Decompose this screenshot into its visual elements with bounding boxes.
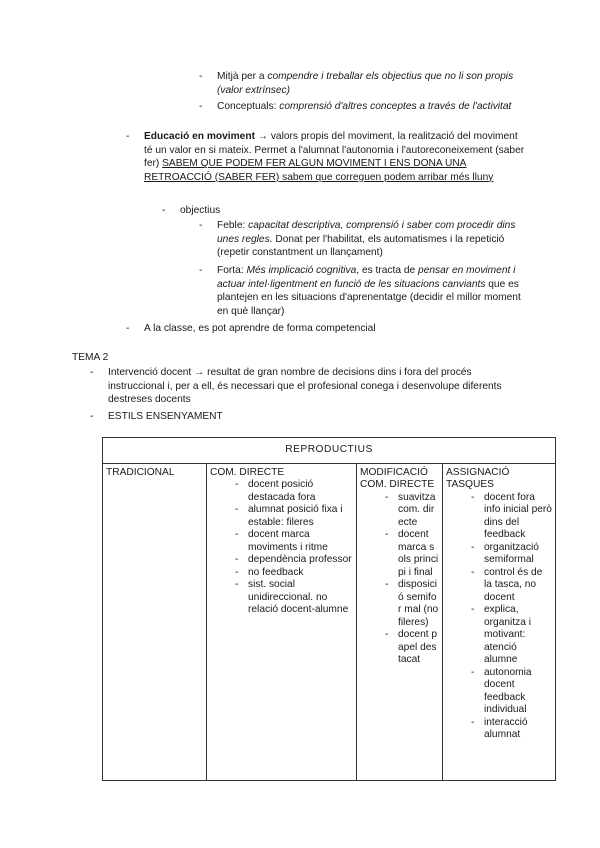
col-list <box>235 479 353 617</box>
col-list <box>471 491 552 742</box>
estils-text: ESTILS ENSENYAMENT <box>108 411 223 422</box>
table-header: REPRODUCTIUS <box>103 438 556 464</box>
educacio-underlined: SABEM QUE PODEM FER ALGUN MOVIMENT I ENS DONA UNA RETROACCIÓ (SABER FER) sabem que correguen podem arribar més lluny <box>144 158 494 183</box>
educacio-text: → valors propis del moviment, la realització del moviment té un valor en si mateix. Permet a l'alumnat l'autonomia i l'autoreconeixement (saber fer) <box>144 131 525 170</box>
col-tradicional <box>103 463 207 780</box>
list-item: - docent papel destacat <box>385 629 438 665</box>
bullet-intervencio <box>90 366 510 407</box>
bullet-conceptuals-italic: comprensió d'altres conceptes a través de l'activitat <box>279 101 512 112</box>
col-assignacio <box>443 463 556 780</box>
dash: - <box>199 101 203 112</box>
forta-italic2: pensar en moviment i actuar intel·ligentment en funció de les situacions canviants <box>217 265 516 290</box>
col-modificacio <box>357 463 443 780</box>
list-item: - disposició semifor mal (no fileres) <box>385 579 439 628</box>
list-item: - organització semiformal <box>471 541 539 565</box>
list-item: - interacció alumnat <box>471 716 528 740</box>
objectius-label: objectius <box>180 205 221 216</box>
bullet-conceptuals-plain: Conceptuals: <box>217 101 280 112</box>
intervencio-text: Intervenció docent → resultat de gran nombre de decisions dins i fora del procés instruccional i, per a ell, és necessari que el profesional conega i desenvolupe diferents destreses docents <box>108 367 502 406</box>
bullet-mitja-plain: Mitjà per a <box>217 71 268 82</box>
bullet-classe <box>126 322 526 336</box>
list-item: - no feedback <box>235 566 304 578</box>
forta-plain1: , es tracta de <box>356 265 419 276</box>
col-com-directe <box>207 463 357 780</box>
list-item: - sist. social unidireccional. no relació docent-alumne <box>235 579 349 615</box>
dash: - <box>199 220 203 231</box>
classe-text: A la classe, es pot aprendre de forma competencial <box>144 323 376 334</box>
bullet-feble <box>199 219 524 260</box>
list-item: - docent fora info inicial però dins del feedback <box>471 491 552 540</box>
list-item: - explica, organitza i motivant: atenció alumne <box>471 604 532 665</box>
list-item: - suavitza com. directe <box>385 491 436 528</box>
dash: - <box>199 71 203 82</box>
col-title: MODIFICACIÓ COM. DIRECTE <box>360 466 435 490</box>
list-item: - docent posició destacada fora <box>235 479 316 503</box>
dash: - <box>126 323 130 334</box>
feble-label: Feble: <box>217 220 249 231</box>
col-title: ASSIGNACIÓ TASQUES <box>446 466 510 490</box>
col-list <box>385 491 439 667</box>
dash: - <box>126 131 130 142</box>
estils-table <box>102 437 556 781</box>
bullet-estils <box>90 410 510 424</box>
dash: - <box>199 265 203 276</box>
forta-italic1: Més implicació cognitiva <box>246 265 357 276</box>
list-item: - control és de la tasca, no docent <box>471 566 543 603</box>
feble-italic: capacitat descriptiva, comprensió i saber com procedir dins unes regles. <box>217 220 516 245</box>
bullet-forta <box>199 264 524 318</box>
heading-tema: TEMA 2 <box>72 352 109 363</box>
feble-plain: Donat per l'habilitat, els automatismes i la repetició (repetir constantment un llançament) <box>217 233 505 259</box>
bullet-conceptuals <box>199 100 529 114</box>
bullet-educacio <box>126 130 526 184</box>
bullet-mitja <box>199 70 529 97</box>
list-item: - autonomia docent feedback individual <box>471 666 532 715</box>
list-item: - dependència professor <box>235 554 352 565</box>
bullet-objectius <box>162 204 362 218</box>
col-title: TRADICIONAL <box>106 466 175 478</box>
col-title: COM. DIRECTE <box>210 466 285 478</box>
bullet-mitja-italic: compendre i treballar els objectius que no li son propis (valor extrínsec) <box>217 71 514 96</box>
dash: - <box>162 205 166 216</box>
forta-label: Forta: <box>217 265 247 276</box>
educacio-title: Educació en moviment <box>144 131 255 142</box>
list-item: - docent marca moviments i ritme <box>235 529 328 553</box>
forta-plain2: que es plantejen en les situacions d'aprenentatge (decidir el millor moment en què llançar) <box>217 278 521 317</box>
dash: - <box>90 411 94 422</box>
dash: - <box>90 367 94 378</box>
list-item: - docent marca sols principi i final <box>385 529 439 578</box>
list-item: - alumnat posició fixa i estable: fileres <box>235 504 343 528</box>
